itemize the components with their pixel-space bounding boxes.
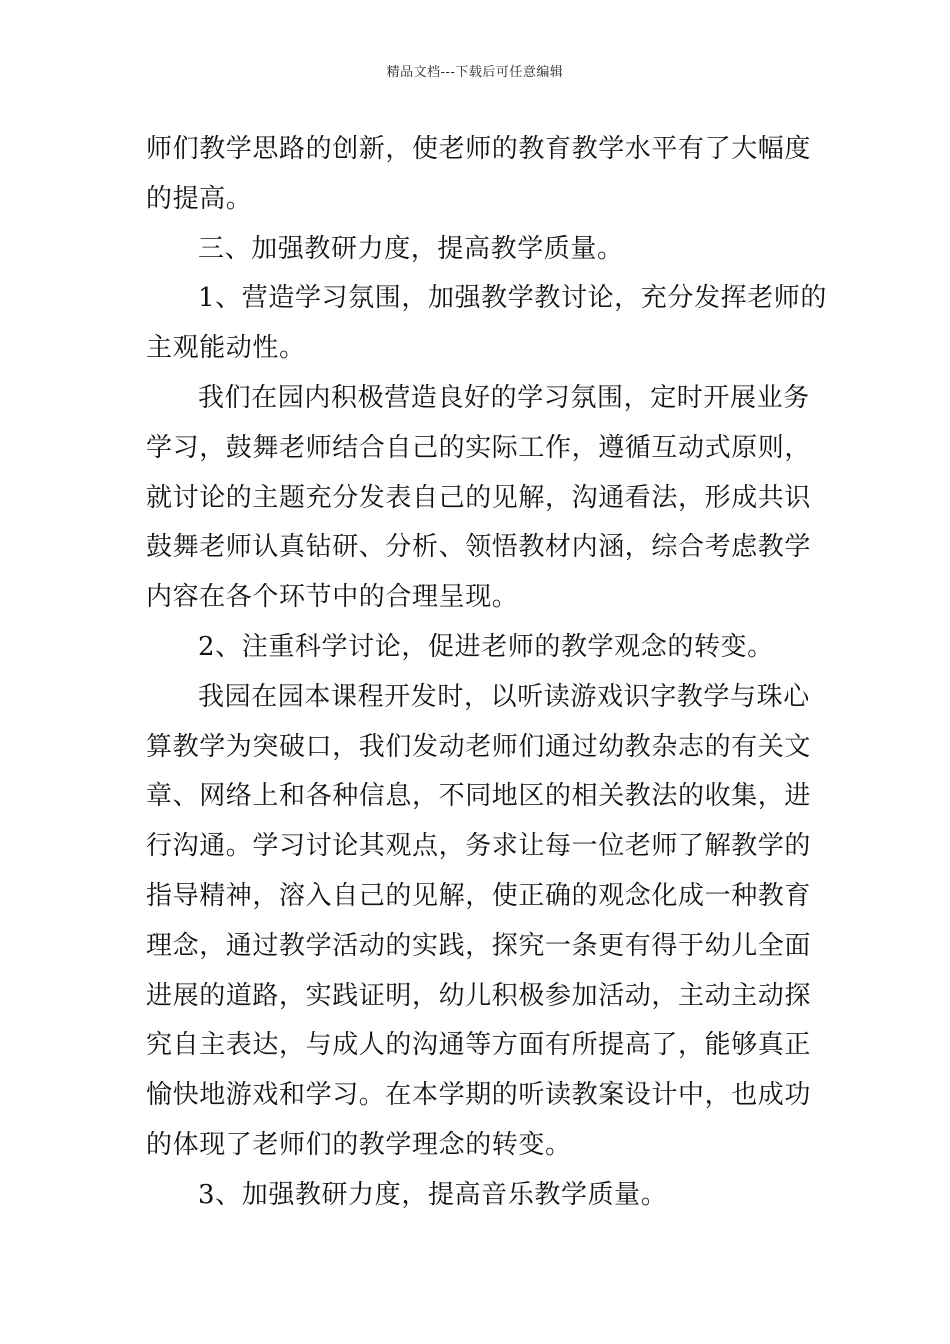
text-line: 三、加强教研力度，提高教学质量。 — [198, 233, 624, 264]
text-line: 进展的道路，实践证明，幼儿积极参加活动，主动主动探 — [146, 980, 812, 1011]
text-line: 1、营造学习氛围，加强教学教讨论，充分发挥老师的 — [198, 283, 827, 314]
text-line: 主观能动性。 — [146, 333, 306, 364]
page-header: 精品文档---下载后可任意编辑 — [386, 65, 564, 80]
text-line: 鼓舞老师认真钻研、分析、领悟教材内涵，综合考虑教学 — [146, 532, 812, 563]
text-line: 算教学为突破口，我们发动老师们通过幼教杂志的有关文 — [146, 731, 812, 762]
text-line: 愉快地游戏和学习。在本学期的听读教案设计中，也成功 — [146, 1080, 812, 1111]
text-line: 行沟通。学习讨论其观点，务求让每一位老师了解教学的 — [146, 831, 812, 862]
text-line: 的体现了老师们的教学理念的转变。 — [146, 1129, 572, 1160]
text-line: 究自主表达，与成人的沟通等方面有所提高了，能够真正 — [146, 1030, 812, 1061]
text-line: 我园在园本课程开发时，以听读游戏识字教学与珠心 — [198, 681, 810, 712]
text-line: 3、加强教研力度，提高音乐教学质量。 — [198, 1179, 668, 1210]
text-line: 理念，通过教学活动的实践，探究一条更有得于幼儿全面 — [146, 930, 812, 961]
text-line: 内容在各个环节中的合理呈现。 — [146, 582, 519, 613]
text-line: 的提高。 — [146, 183, 253, 214]
text-line: 学习，鼓舞老师结合自己的实际工作，遵循互动式原则， — [146, 432, 812, 463]
text-line: 章、网络上和各种信息，不同地区的相关教法的收集，进 — [146, 781, 812, 812]
text-line: 2、注重科学讨论，促进老师的教学观念的转变。 — [198, 631, 774, 662]
document-body — [146, 125, 827, 1221]
text-line: 就讨论的主题充分发表自己的见解，沟通看法，形成共识 — [146, 482, 812, 513]
text-line: 指导精神，溶入自己的见解，使正确的观念化成一种教育 — [146, 880, 812, 911]
text-line: 师们教学思路的创新，使老师的教育教学水平有了大幅度 — [146, 134, 812, 164]
text-line: 我们在园内积极营造良好的学习氛围，定时开展业务 — [198, 382, 810, 413]
